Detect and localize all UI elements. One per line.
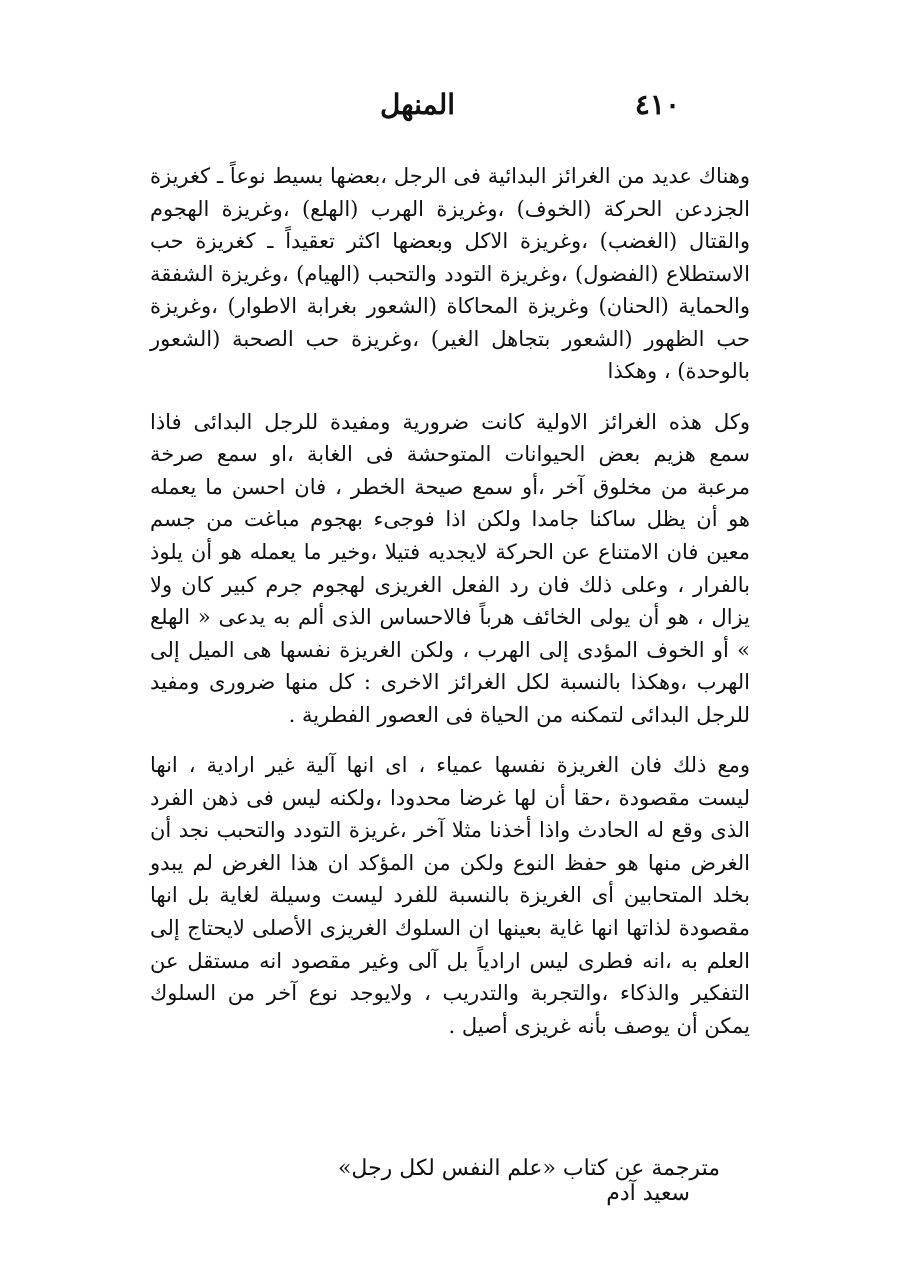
- author-name: سعيد آدم: [606, 1181, 690, 1206]
- paragraph-1: وهناك عديد من الغرائز البدائية فى الرجل ،بعضها بسيط نوعاً ـ كغريزة الجزدعن الحركة (الخوف) ،وغريزة الهرب (الهلع) ،وغريزة الهجوم والقتال (الغضب) ،وغريزة الاكل وبعضها اكثر تعقيداً ـ كغريزة حب الاستطلاع (الفضول) ،وغريزة التودد والتحبب (الهيام) ،وغريزة الشفقة والحماية (الحنان) وغريزة المحاكاة (الشعور بغرابة الاطوار) ،وغريزة حب الظهور (الشعور بتجاهل الغير) ،وغريزة حب الصحبة (الشعور بالوحدة) ، وهكذا: [150, 164, 750, 384]
- paragraph-2: وكل هذه الغرائز الاولية كانت ضرورية ومفيدة للرجل البدائى فاذا سمع هزيم بعض الحيوانات المتوحشة فى الغابة ،او سمع صرخة مرعبة من مخلوق آخر ،أو سمع صيحة الخطر ، فان احسن ما يعمله هو أن يظل ساكنا جامدا ولكن اذا فوجىء بهجوم مباغت من جسم معين فان الامتناع عن الحركة لايجديه فتيلا ،وخير ما يعمله هو أن يلوذ بالفرار ، وعلى ذلك فان رد الفعل الغريزى لهجوم جرم كبير كان ولا يزال ، هو أن يولى الخائف هرباً فالاحساس الذى ألم به يدعى « الهلع » أو الخوف المؤدى إلى الهرب ، ولكن الغريزة نفسها هى الميل إلى الهرب ،وهكذا بالنسبة لكل الغرائز الاخرى : كل منها ضرورى ومفيد للرجل البدائى لتمكنه من الحياة فى العصور الفطرية .: [150, 409, 750, 727]
- page-header: [380, 88, 680, 128]
- journal-title: المنهل: [380, 88, 456, 121]
- paragraph-3: ومع ذلك فان الغريزة نفسها عمياء ، اى انها آلية غير ارادية ، انها ليست مقصودة ،حقا أن لها غرضا محدودا ،ولكنه ليس فى ذهن الفرد الذى وقع له الحادث واذا أخذنا مثلا آخر ،غريزة التودد والتحبب نجد أن الغرض منها هو حفظ النوع ولكن من المؤكد ان هذا الغرض لم يبدو بخلد المتحابين أى الغريزة بالنسبة للفرد ليست وسيلة لغاية بل انها مقصودة لذاتها انها غاية بعينها ان السلوك الغريزى الأصلى لايحتاج إلى العلم به ،انه فطرى ليس ارادياً بل آلى وغير مقصود انه مستقل عن التفكير والذكاء ،والتجربة والتدريب ، ولايوجد نوع آخر من السلوك يمكن أن يوصف بأنه غريزى أصيل .: [150, 753, 750, 1038]
- translation-source: مترجمة عن كتاب «علم النفس لكل رجل»: [337, 1156, 720, 1181]
- signature-line: [220, 1156, 720, 1206]
- page-number: ٤١٠: [634, 88, 680, 121]
- article-body: [150, 160, 750, 1060]
